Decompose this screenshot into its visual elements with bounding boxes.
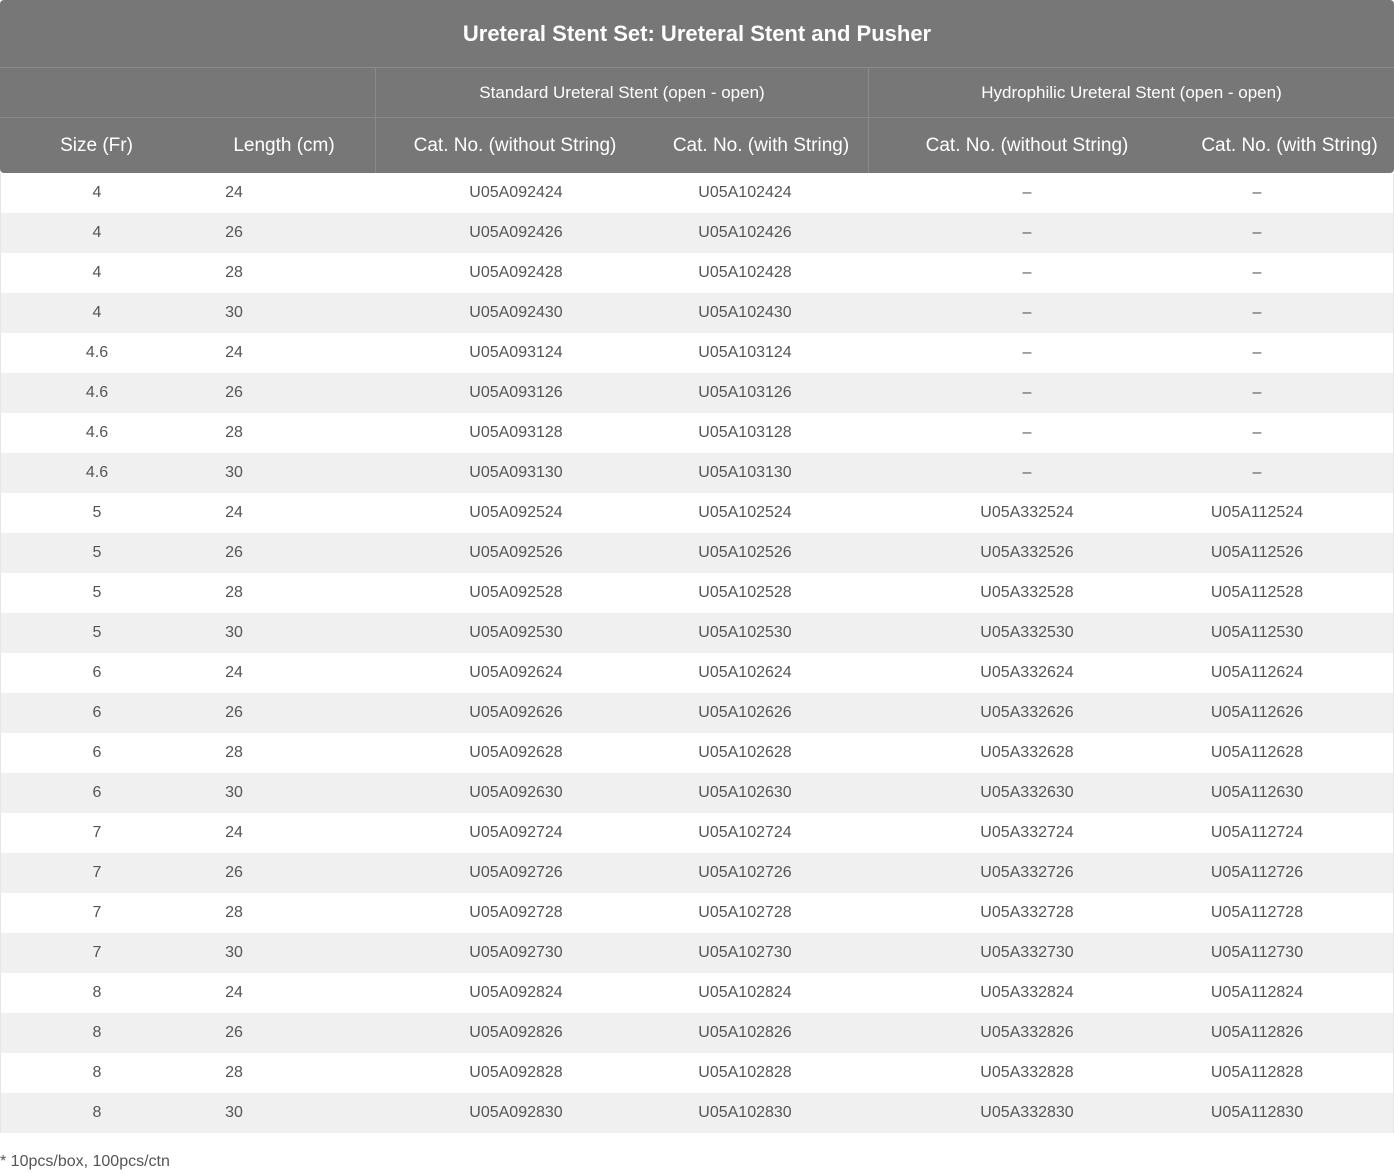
cell-length: 30: [225, 944, 243, 961]
cell-std-without: U05A092730: [469, 944, 563, 961]
cell-std-with: U05A102726: [698, 864, 792, 881]
cell-size: 7: [92, 944, 102, 961]
table-row: [0, 533, 1394, 573]
table-row: [0, 493, 1394, 533]
cell-length: 26: [225, 704, 243, 721]
column-header-hyd-with: Cat. No. (with String): [1201, 135, 1378, 156]
table-row: [0, 693, 1394, 733]
cell-length: 26: [225, 384, 243, 401]
cell-std-with: U05A102424: [698, 184, 792, 201]
table-row: [0, 973, 1394, 1013]
cell-length: 26: [225, 1024, 243, 1041]
cell-size: 8: [92, 1064, 102, 1081]
cell-std-without: U05A092726: [469, 864, 563, 881]
group-header-hydrophilic: Hydrophilic Ureteral Stent (open - open): [868, 68, 1394, 117]
cell-length: 24: [225, 984, 243, 1001]
cell-std-with: U05A102626: [698, 704, 792, 721]
table-row: [0, 613, 1394, 653]
cell-std-with: U05A102824: [698, 984, 792, 1001]
cell-std-with: U05A102728: [698, 904, 792, 921]
cell-hyd-without: –: [1022, 184, 1032, 201]
cell-hyd-with: –: [1252, 304, 1262, 321]
cell-hyd-without: U05A332730: [980, 944, 1074, 961]
cell-hyd-without: U05A332824: [980, 984, 1074, 1001]
cell-hyd-without: U05A332630: [980, 784, 1074, 801]
cell-length: 28: [225, 264, 243, 281]
cell-hyd-with: U05A112624: [1210, 664, 1304, 681]
table-row: [0, 733, 1394, 773]
cell-std-with: U05A102630: [698, 784, 792, 801]
cell-hyd-without: U05A332728: [980, 904, 1074, 921]
cell-std-with: U05A102430: [698, 304, 792, 321]
table-row: [0, 1013, 1394, 1053]
cell-hyd-with: U05A112530: [1210, 624, 1304, 641]
cell-size: 4: [92, 264, 102, 281]
cell-length: 30: [225, 624, 243, 641]
cell-std-without: U05A092728: [469, 904, 563, 921]
cell-hyd-without: U05A332726: [980, 864, 1074, 881]
cell-hyd-with: U05A112526: [1210, 544, 1304, 561]
cell-std-without: U05A092626: [469, 704, 563, 721]
cell-hyd-with: –: [1252, 184, 1262, 201]
column-header-size: Size (Fr): [60, 135, 133, 156]
cell-hyd-without: U05A332826: [980, 1024, 1074, 1041]
cell-std-with: U05A102530: [698, 624, 792, 641]
cell-hyd-with: U05A112824: [1210, 984, 1304, 1001]
cell-std-with: U05A103130: [698, 464, 792, 481]
table-row: [0, 773, 1394, 813]
cell-hyd-with: –: [1252, 264, 1262, 281]
cell-std-without: U05A092724: [469, 824, 563, 841]
cell-std-with: U05A103126: [698, 384, 792, 401]
table-row: [0, 573, 1394, 613]
cell-std-without: U05A092826: [469, 1024, 563, 1041]
cell-std-without: U05A092624: [469, 664, 563, 681]
cell-std-without: U05A092628: [469, 744, 563, 761]
cell-std-with: U05A102428: [698, 264, 792, 281]
column-header-row: [0, 118, 1394, 173]
cell-std-with: U05A102426: [698, 224, 792, 241]
cell-std-with: U05A103128: [698, 424, 792, 441]
cell-std-without: U05A092828: [469, 1064, 563, 1081]
cell-length: 24: [225, 824, 243, 841]
cell-hyd-with: U05A112628: [1210, 744, 1304, 761]
cell-size: 4: [92, 224, 102, 241]
cell-std-without: U05A093124: [469, 344, 563, 361]
cell-hyd-with: U05A112826: [1210, 1024, 1304, 1041]
cell-size: 6: [92, 784, 102, 801]
cell-length: 26: [225, 544, 243, 561]
cell-std-with: U05A102724: [698, 824, 792, 841]
cell-std-without: U05A092424: [469, 184, 563, 201]
cell-hyd-with: U05A112828: [1210, 1064, 1304, 1081]
cell-hyd-without: –: [1022, 264, 1032, 281]
cell-size: 7: [92, 864, 102, 881]
column-header-std-without: Cat. No. (without String): [375, 118, 654, 173]
cell-size: 6: [92, 744, 102, 761]
cell-std-with: U05A102830: [698, 1104, 792, 1121]
cell-std-without: U05A092528: [469, 584, 563, 601]
cell-size: 8: [92, 1104, 102, 1121]
column-header-length: Length (cm): [233, 135, 335, 156]
cell-std-with: U05A102730: [698, 944, 792, 961]
cell-hyd-with: –: [1252, 424, 1262, 441]
cell-hyd-without: U05A332830: [980, 1104, 1074, 1121]
cell-std-without: U05A093128: [469, 424, 563, 441]
cell-length: 24: [225, 184, 243, 201]
cell-hyd-without: U05A332526: [980, 544, 1074, 561]
cell-hyd-without: –: [1022, 384, 1032, 401]
cell-hyd-with: –: [1252, 464, 1262, 481]
cell-hyd-with: U05A112630: [1210, 784, 1304, 801]
cell-length: 28: [225, 1064, 243, 1081]
cell-size: 4.6: [85, 344, 109, 361]
cell-hyd-with: –: [1252, 384, 1262, 401]
table-row: [0, 933, 1394, 973]
cell-hyd-without: U05A332528: [980, 584, 1074, 601]
cell-hyd-without: U05A332724: [980, 824, 1074, 841]
table-row: [0, 813, 1394, 853]
cell-size: 7: [92, 824, 102, 841]
cell-length: 30: [225, 784, 243, 801]
cell-std-with: U05A102828: [698, 1064, 792, 1081]
cell-std-without: U05A092824: [469, 984, 563, 1001]
cell-hyd-without: –: [1022, 304, 1032, 321]
cell-hyd-without: –: [1022, 224, 1032, 241]
cell-length: 28: [225, 584, 243, 601]
table-row: [0, 1093, 1394, 1133]
cell-length: 28: [225, 744, 243, 761]
cell-length: 24: [225, 664, 243, 681]
cell-std-without: U05A092430: [469, 304, 563, 321]
cell-std-with: U05A102528: [698, 584, 792, 601]
cell-length: 26: [225, 224, 243, 241]
cell-length: 30: [225, 464, 243, 481]
cell-length: 28: [225, 904, 243, 921]
cell-hyd-without: –: [1022, 464, 1032, 481]
table-row: [0, 173, 1394, 213]
cell-std-with: U05A103124: [698, 344, 792, 361]
cell-hyd-without: –: [1022, 344, 1032, 361]
cell-hyd-with: U05A112730: [1210, 944, 1304, 961]
cell-size: 6: [92, 704, 102, 721]
cell-length: 30: [225, 1104, 243, 1121]
cell-size: 5: [92, 584, 102, 601]
column-header-hyd-without: Cat. No. (without String): [868, 118, 1185, 173]
cell-hyd-with: –: [1252, 344, 1262, 361]
cell-std-without: U05A093130: [469, 464, 563, 481]
cell-length: 28: [225, 424, 243, 441]
cell-hyd-with: U05A112726: [1210, 864, 1304, 881]
cell-length: 30: [225, 304, 243, 321]
cell-hyd-without: U05A332524: [980, 504, 1074, 521]
cell-hyd-without: U05A332828: [980, 1064, 1074, 1081]
cell-hyd-without: U05A332624: [980, 664, 1074, 681]
column-header-std-with: Cat. No. (with String): [672, 135, 850, 156]
cell-size: 5: [92, 504, 102, 521]
table-row: [0, 373, 1394, 413]
group-header-row: [0, 68, 1394, 118]
cell-size: 5: [92, 544, 102, 561]
cell-std-without: U05A092426: [469, 224, 563, 241]
table-body: [0, 173, 1394, 1133]
cell-size: 6: [92, 664, 102, 681]
cell-size: 4: [92, 304, 102, 321]
cell-size: 4: [92, 184, 102, 201]
cell-std-with: U05A102628: [698, 744, 792, 761]
cell-std-with: U05A102524: [698, 504, 792, 521]
cell-length: 24: [225, 344, 243, 361]
cell-hyd-with: U05A112524: [1210, 504, 1304, 521]
cell-hyd-with: U05A112528: [1210, 584, 1304, 601]
cell-std-without: U05A092524: [469, 504, 563, 521]
cell-hyd-without: U05A332626: [980, 704, 1074, 721]
table-header: [0, 0, 1394, 173]
cell-size: 8: [92, 1024, 102, 1041]
table-row: [0, 213, 1394, 253]
table-row: [0, 853, 1394, 893]
cell-std-without: U05A092830: [469, 1104, 563, 1121]
cell-std-without: U05A092530: [469, 624, 563, 641]
cell-size: 8: [92, 984, 102, 1001]
cell-hyd-without: U05A332530: [980, 624, 1074, 641]
cell-std-with: U05A102826: [698, 1024, 792, 1041]
table-row: [0, 893, 1394, 933]
cell-std-with: U05A102624: [698, 664, 792, 681]
table-title: Ureteral Stent Set: Ureteral Stent and Pusher: [0, 0, 1394, 68]
table-row: [0, 1053, 1394, 1093]
table-row: [0, 453, 1394, 493]
group-header-standard: Standard Ureteral Stent (open - open): [375, 68, 868, 117]
cell-hyd-without: –: [1022, 424, 1032, 441]
footnote: * 10pcs/box, 100pcs/ctn: [0, 1153, 170, 1170]
cell-length: 24: [225, 504, 243, 521]
cell-size: 5: [92, 624, 102, 641]
cell-hyd-with: U05A112830: [1210, 1104, 1304, 1121]
cell-hyd-with: –: [1252, 224, 1262, 241]
cell-std-without: U05A092630: [469, 784, 563, 801]
cell-hyd-with: U05A112724: [1210, 824, 1304, 841]
cell-hyd-with: U05A112728: [1210, 904, 1304, 921]
cell-std-without: U05A092526: [469, 544, 563, 561]
cell-size: 4.6: [85, 464, 109, 481]
table-row: [0, 253, 1394, 293]
table-row: [0, 413, 1394, 453]
cell-std-with: U05A102526: [698, 544, 792, 561]
cell-size: 4.6: [85, 424, 109, 441]
cell-size: 4.6: [85, 384, 109, 401]
table-row: [0, 293, 1394, 333]
table-row: [0, 333, 1394, 373]
group-header-empty: [0, 68, 375, 117]
cell-hyd-without: U05A332628: [980, 744, 1074, 761]
table-row: [0, 653, 1394, 693]
cell-std-without: U05A092428: [469, 264, 563, 281]
cell-size: 7: [92, 904, 102, 921]
cell-length: 26: [225, 864, 243, 881]
cell-std-without: U05A093126: [469, 384, 563, 401]
cell-hyd-with: U05A112626: [1210, 704, 1304, 721]
